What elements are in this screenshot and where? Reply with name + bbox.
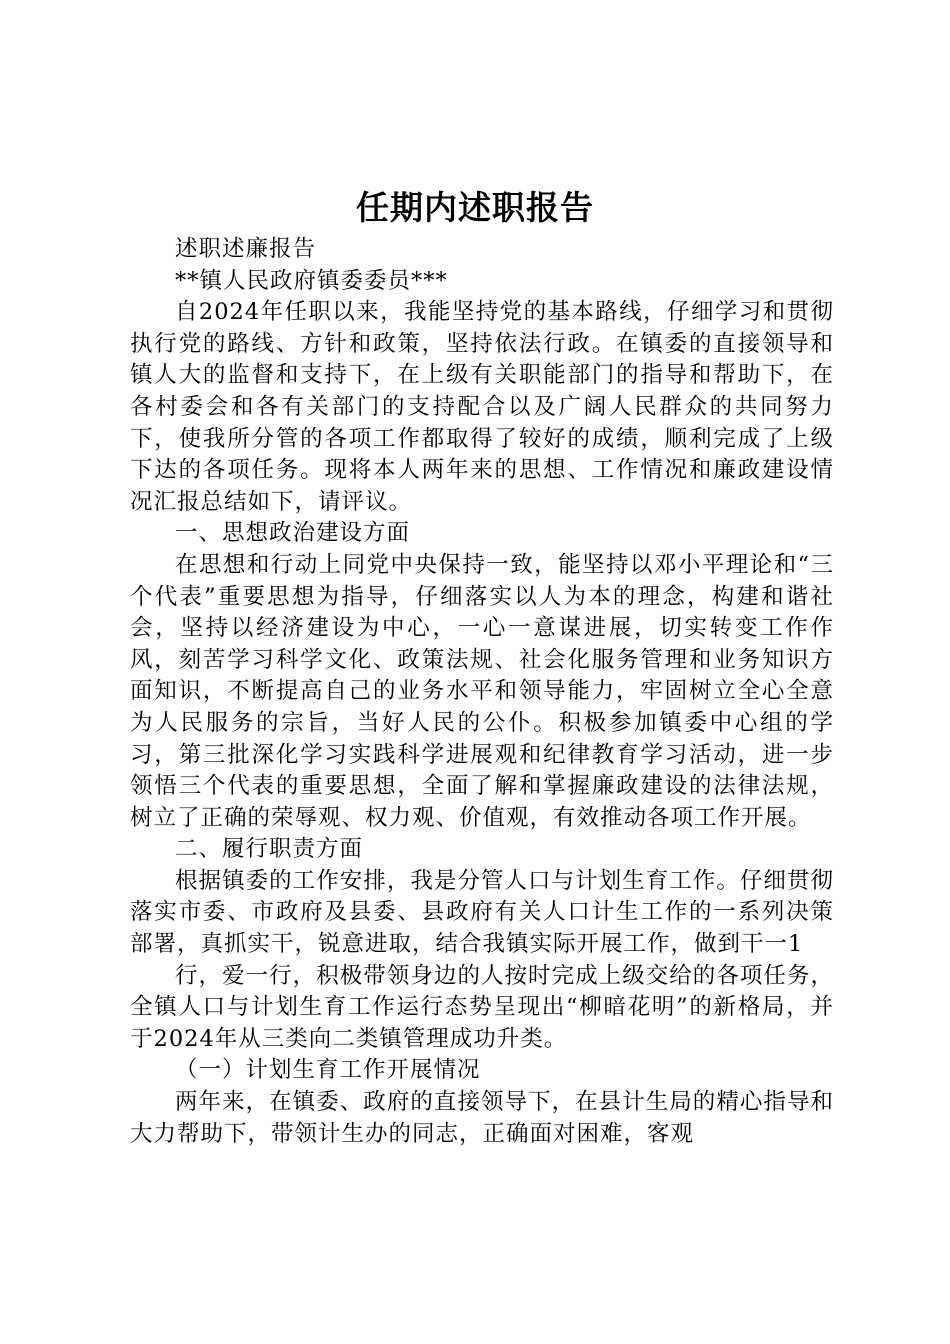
section-heading: 二、履行职责方面 <box>175 836 364 863</box>
body-paragraph: 两年来，在镇委、政府的直接领导下，在县计生局的精心指导和大力帮助下，带领计生办的同志，正确面对困难，客观 <box>130 1089 834 1147</box>
subsection-heading: （一）计划生育工作开展情况 <box>175 1057 481 1084</box>
section-heading: 一、思想政治建设方面 <box>175 520 411 547</box>
body-paragraph: 行，爱一行，积极带领身边的人按时完成上级交给的各项任务，全镇人口与计划生育工作运行态势呈现出“柳暗花明”的新格局，并于2024年从三类向二类镇管理成功升类。 <box>130 962 834 1052</box>
document-title: 任期内述职报告 <box>356 188 594 227</box>
body-paragraph: 在思想和行动上同党中央保持一致，能坚持以邓小平理论和“三个代表”重要思想为指导，仔细落实以人为本的理念，构建和谐社会，坚持以经济建设为中心，一心一意谋进展，切实转变工作作风，刻苦学习科学文化、政策法规、社会化服务管理和业务知识方面知识，不断提高自己的业务水平和领导能力，牢固树立全心全意为人民服务的宗旨，当好人民的公仆。积极参加镇委中心组的学习，第三批深化学习实践科学进展观和纪律教育学习活动，进一步领悟三个代表的重要思想，全面了解和掌握廉政建设的法律法规，树立了正确的荣辱观、权力观、价值观，有效推动各项工作开展。 <box>130 551 834 831</box>
subtitle-report-type: 述职述廉报告 <box>175 236 317 262</box>
body-paragraph: 根据镇委的工作安排，我是分管人口与计划生育工作。仔细贯彻落实市委、市政府及县委、县政府有关人口计生工作的一系列决策部署，真抓实干，锐意进取，结合我镇实际开展工作，做到干一1 <box>130 867 834 958</box>
document-body <box>130 234 834 1150</box>
author-line: **镇人民政府镇委委员*** <box>175 267 448 294</box>
body-paragraph: 自2024年任职以来，我能坚持党的基本路线，仔细学习和贯彻执行党的路线、方针和政策，坚持依法行政。在镇委的直接领导和镇人大的监督和支持下，在上级有关职能部门的指导和帮助下，在各村委会和各有关部门的支持配合以及广阔人民群众的共同努力下，使我所分管的各项工作都取得了较好的成绩，顺利完成了上级下达的各项任务。现将本人两年来的思想、工作情况和廉政建设情况汇报总结如下，请评议。 <box>130 299 834 515</box>
